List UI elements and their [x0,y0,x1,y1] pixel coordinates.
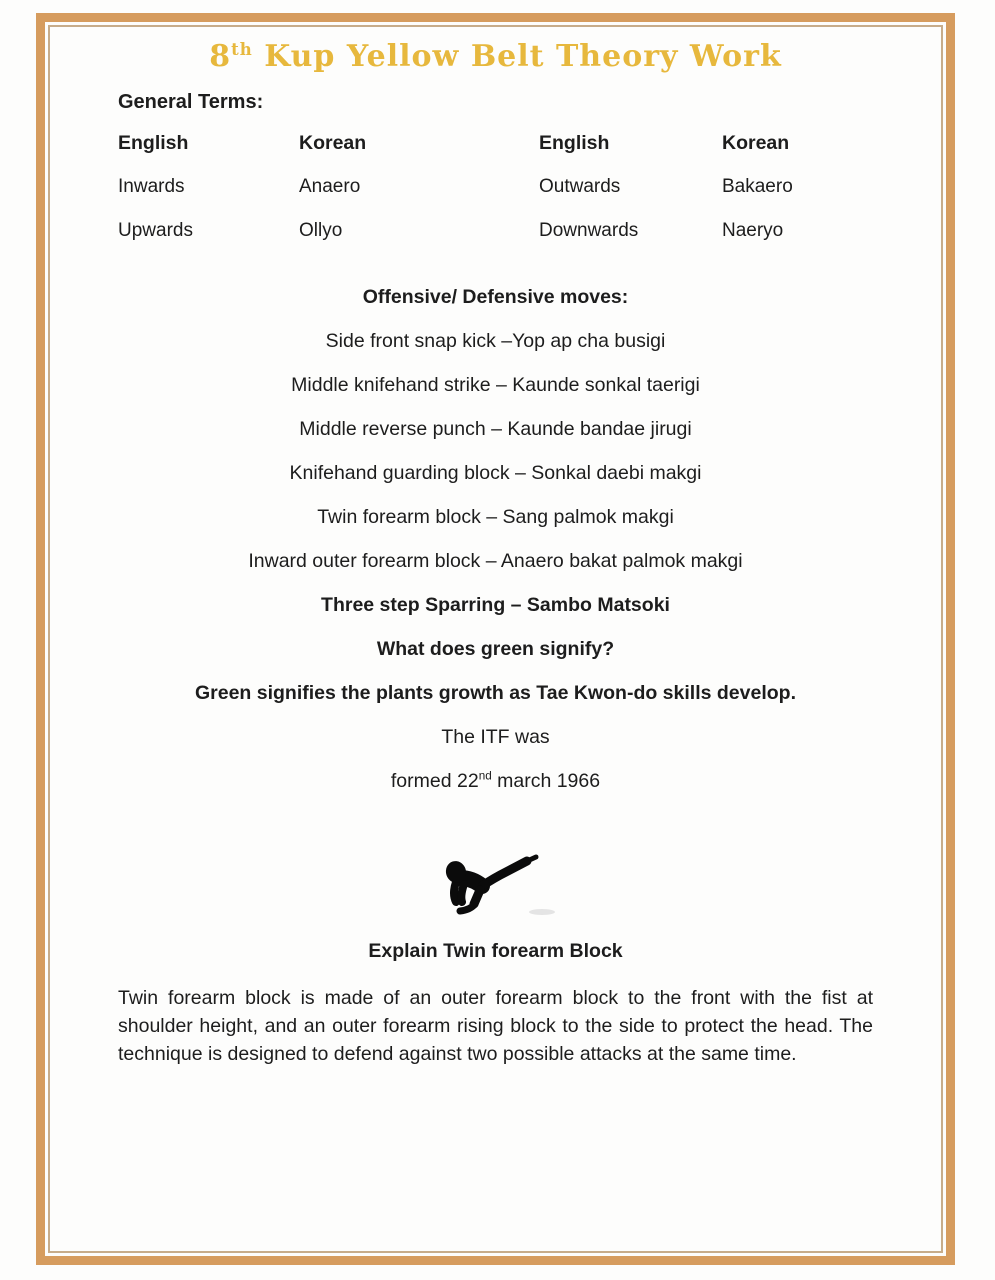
column-header-korean-1: Korean [299,132,367,154]
table-cell: Outwards [539,176,621,197]
itf-line-1: The ITF was [441,726,550,748]
table-cell: Ollyo [299,220,343,241]
move-line: Side front snap kick –Yop ap cha busigi [325,330,666,352]
kicking-martial-artist-icon [430,852,562,918]
itf-line-2 [118,770,873,792]
itf-line2-ordinal: nd [478,769,492,783]
title-ordinal: th [231,40,253,59]
general-terms-table [118,132,873,264]
general-terms-heading: General Terms: [118,91,264,113]
table-cell: Anaero [299,176,361,197]
table-cell: Downwards [539,220,639,241]
table-cell: Upwards [118,220,193,241]
column-header-english-1: English [118,132,189,154]
three-step-sparring-heading: Three step Sparring – Sambo Matsoki [321,594,670,616]
itf-line2-prefix: formed 22 [390,770,479,792]
table-cell: Bakaero [722,176,793,197]
column-header-korean-2: Korean [722,132,790,154]
green-signify-question: What does green signify? [376,638,615,660]
moves-section-heading: Offensive/ Defensive moves: [362,286,629,308]
page-title [118,39,873,75]
itf-line2-suffix: march 1966 [491,770,601,792]
move-line: Middle knifehand strike – Kaunde sonkal taerigi [291,374,700,396]
column-header-english-2: English [539,132,610,154]
move-line: Knifehand guarding block – Sonkal daebi makgi [289,462,702,484]
table-cell: Naeryo [722,220,784,241]
explain-twin-forearm-heading: Explain Twin forearm Block [368,940,623,962]
move-line: Middle reverse punch – Kaunde bandae jirugi [299,418,692,440]
table-cell: Inwards [118,176,185,197]
decorative-page-border [36,13,955,1265]
move-line: Inward outer forearm block – Anaero bakat palmok makgi [248,550,743,572]
move-line: Twin forearm block – Sang palmok makgi [317,506,674,528]
title-text: Kup Yellow Belt Theory Work [252,39,782,74]
page-content [50,27,941,1251]
twin-forearm-paragraph: Twin forearm block is made of an outer forearm block to the front with the fist at shoulder height, and an outer forearm rising block to the side to protect the head. The technique is designed to defend against two possible attacks at the same time. [118,987,873,1065]
decorative-page-border-inner [48,25,943,1253]
title-number: 8 [209,39,232,74]
green-signify-answer: Green signifies the plants growth as Tae Kwon-do skills develop. [194,682,796,704]
kick-silhouette-figure [118,852,873,918]
